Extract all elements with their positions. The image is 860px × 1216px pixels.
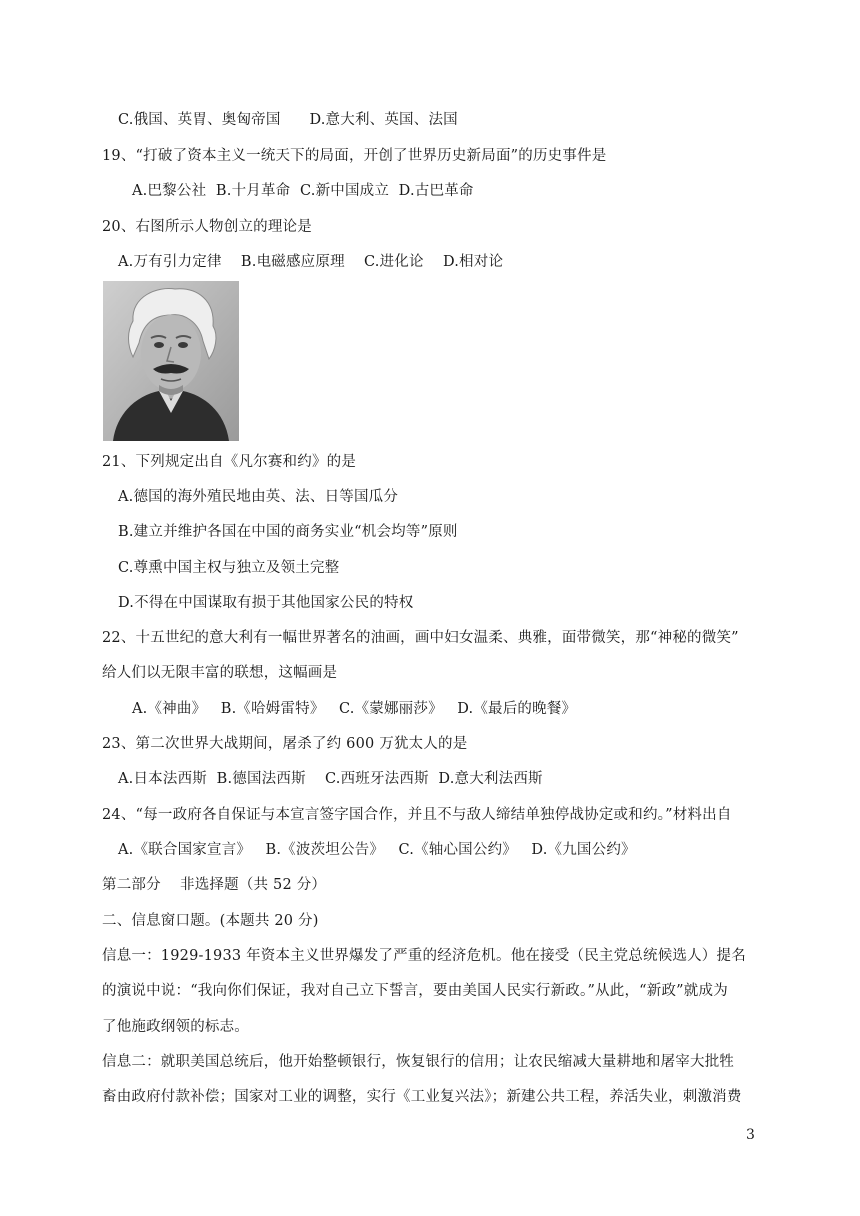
- question-21-option-c: C.尊熏中国主权与独立及领土完整: [118, 560, 340, 576]
- question-q18-options: C.俄国、英胃、奥匈帝国 D.意大利、英国、法国: [118, 112, 458, 128]
- question-21-option-a: A.德国的海外殖民地由英、法、日等国瓜分: [118, 489, 399, 505]
- question-20: 20、右图所示人物创立的理论是: [102, 219, 312, 235]
- section-two-heading: 二、信息窗口题。(本题共 20 分): [102, 913, 319, 929]
- part-two-heading: 第二部分 非选择题（共 52 分）: [102, 877, 327, 893]
- question-24-options: A.《联合国家宣言》 B.《波茨坦公告》 C.《轴心国公约》 D.《九国公约》: [118, 842, 636, 858]
- portrait-photo: [103, 281, 239, 441]
- question-20-options: A.万有引力定律 B.电磁感应原理 C.进化论 D.相对论: [118, 254, 504, 270]
- question-19-options: A.巴黎公社 B.十月革命 C.新中国成立 D.古巴革命: [132, 183, 474, 199]
- question-23: 23、第二次世界大战期间，屠杀了约 600 万犹太人的是: [102, 736, 468, 752]
- info-one-line1: 信息一：1929-1933 年资本主义世界爆发了严重的经济危机。他在接受（民主党总统候选人）提名: [102, 948, 746, 964]
- question-22-line2: 给人们以无限丰富的联想，这幅画是: [102, 665, 338, 681]
- question-22-options: A.《神曲》 B.《哈姆雷特》 C.《蒙娜丽莎》 D.《最后的晚餐》: [132, 701, 577, 717]
- question-21-option-b: B.建立并维护各国在中国的商务实业“机会均等”原则: [118, 524, 458, 540]
- info-one-line2: 的演说中说：“我向你们保证，我对自己立下誓言，要由美国人民实行新政。”从此，“新政”就成为: [102, 983, 728, 999]
- question-21-option-d: D.不得在中国谋取有损于其他国家公民的特权: [118, 595, 414, 611]
- info-two-line2: 畜由政府付款补偿；国家对工业的调整，实行《工业复兴法》；新建公共工程，养活失业，刺激消费: [102, 1089, 742, 1105]
- question-24: 24、“每一政府各自保证与本宣言签字国合作，并且不与敌人缔结单独停战协定或和约。”材料出自: [102, 807, 732, 823]
- question-23-options: A.日本法西斯 B.德国法西斯 C.西班牙法西斯 D.意大利法西斯: [118, 771, 543, 787]
- question-22-line1: 22、十五世纪的意大利有一幅世界著名的油画，画中妇女温柔、典雅，面带微笑，那“神秘的微笑”: [102, 630, 739, 646]
- question-19: 19、“打破了资本主义一统天下的局面，开创了世界历史新局面”的历史事件是: [102, 148, 607, 164]
- info-one-line3: 了他施政纲领的标志。: [102, 1019, 249, 1035]
- info-two-line1: 信息二：就职美国总统后，他开始整顿银行，恢复银行的信用；让农民缩减大量耕地和屠宰大批牲: [102, 1054, 735, 1070]
- question-21: 21、下列规定出自《凡尔赛和约》的是: [102, 454, 357, 470]
- page-number: 3: [746, 1127, 755, 1143]
